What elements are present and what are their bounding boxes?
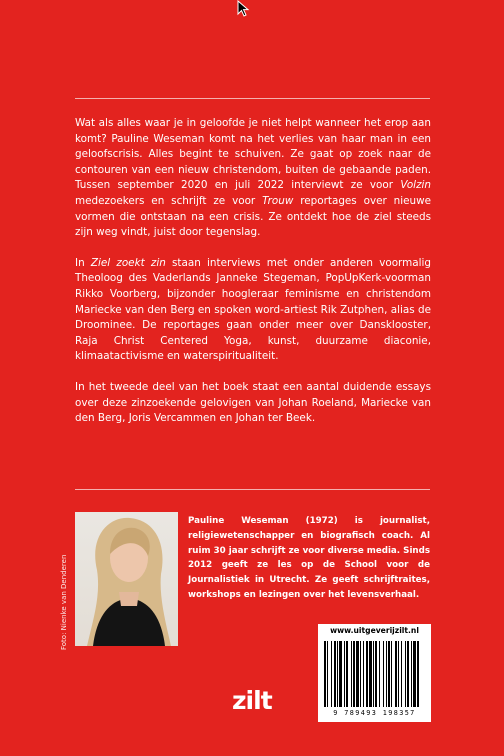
- blurb-paragraph-3: In het tweede deel van het boek staat een aantal duidende essays over deze zinzoekende gelovigen van Johan Roeland, Mariecke van den Berg, Joris Vercammen en Johan ter Beek.: [75, 380, 431, 425]
- author-photo: [75, 512, 178, 646]
- photo-credit: Foto: Nienke van Denderen: [60, 554, 68, 650]
- bottom-divider: [75, 489, 430, 490]
- barcode-panel: [318, 624, 431, 722]
- author-bio: Pauline Weseman (1972) is journalist, religiewetenschapper en biografisch coach. Al ruim 30 jaar schrijft ze voor diverse media. Sinds 2012 geeft ze les op de School voor de Journalistiek in Utrecht. Ze geeft schrijftraites, workshops en lezingen over het levensverhaal.: [188, 516, 430, 600]
- publisher-logo: zilt: [232, 686, 272, 715]
- top-divider: [75, 98, 430, 99]
- isbn-barcode: [324, 641, 425, 707]
- isbn-number: 9 789493 198357: [333, 709, 416, 717]
- publisher-url: www.uitgeverijzilt.nl: [330, 626, 419, 635]
- blurb-paragraph-2: In Ziel zoekt zin staan interviews met onder anderen voormalig Theoloog des Vaderlands Janneke Stegeman, PopUpKerk-voorman Rikko Voorberg, bijzonder hoogleraar feminisme en christendom Mariecke van den Berg en spoken word-artiest Rik Zutphen, alias de Droominee. De reportages gaan onder meer over Dansklooster, Raja Christ Centered Yoga, kunst, duurzame diaconie, klimaatactivisme en waterspiritualiteit.: [75, 256, 432, 363]
- back-cover-blurb: [75, 116, 431, 442]
- blurb-paragraph-1: Wat als alles waar je in geloofde je niet helpt wanneer het erop aan komt? Pauline Weseman komt na het verlies van haar man in een geloofscrisis. Alles begint te schuiven. Ze gaat op zoek naar de contouren van een nieuw christendom, buiten de gebaande paden. Tussen september 2020 en juli 2022 interviewt ze voor Volzin medezoekers en schrijft ze voor Trouw reportages over nieuwe vormen die ontstaan na een crisis. Ze ontdekt hoe de ziel steeds zijn weg vindt, juist door tegenslag.: [75, 117, 431, 239]
- mouse-cursor-icon: [236, 0, 254, 18]
